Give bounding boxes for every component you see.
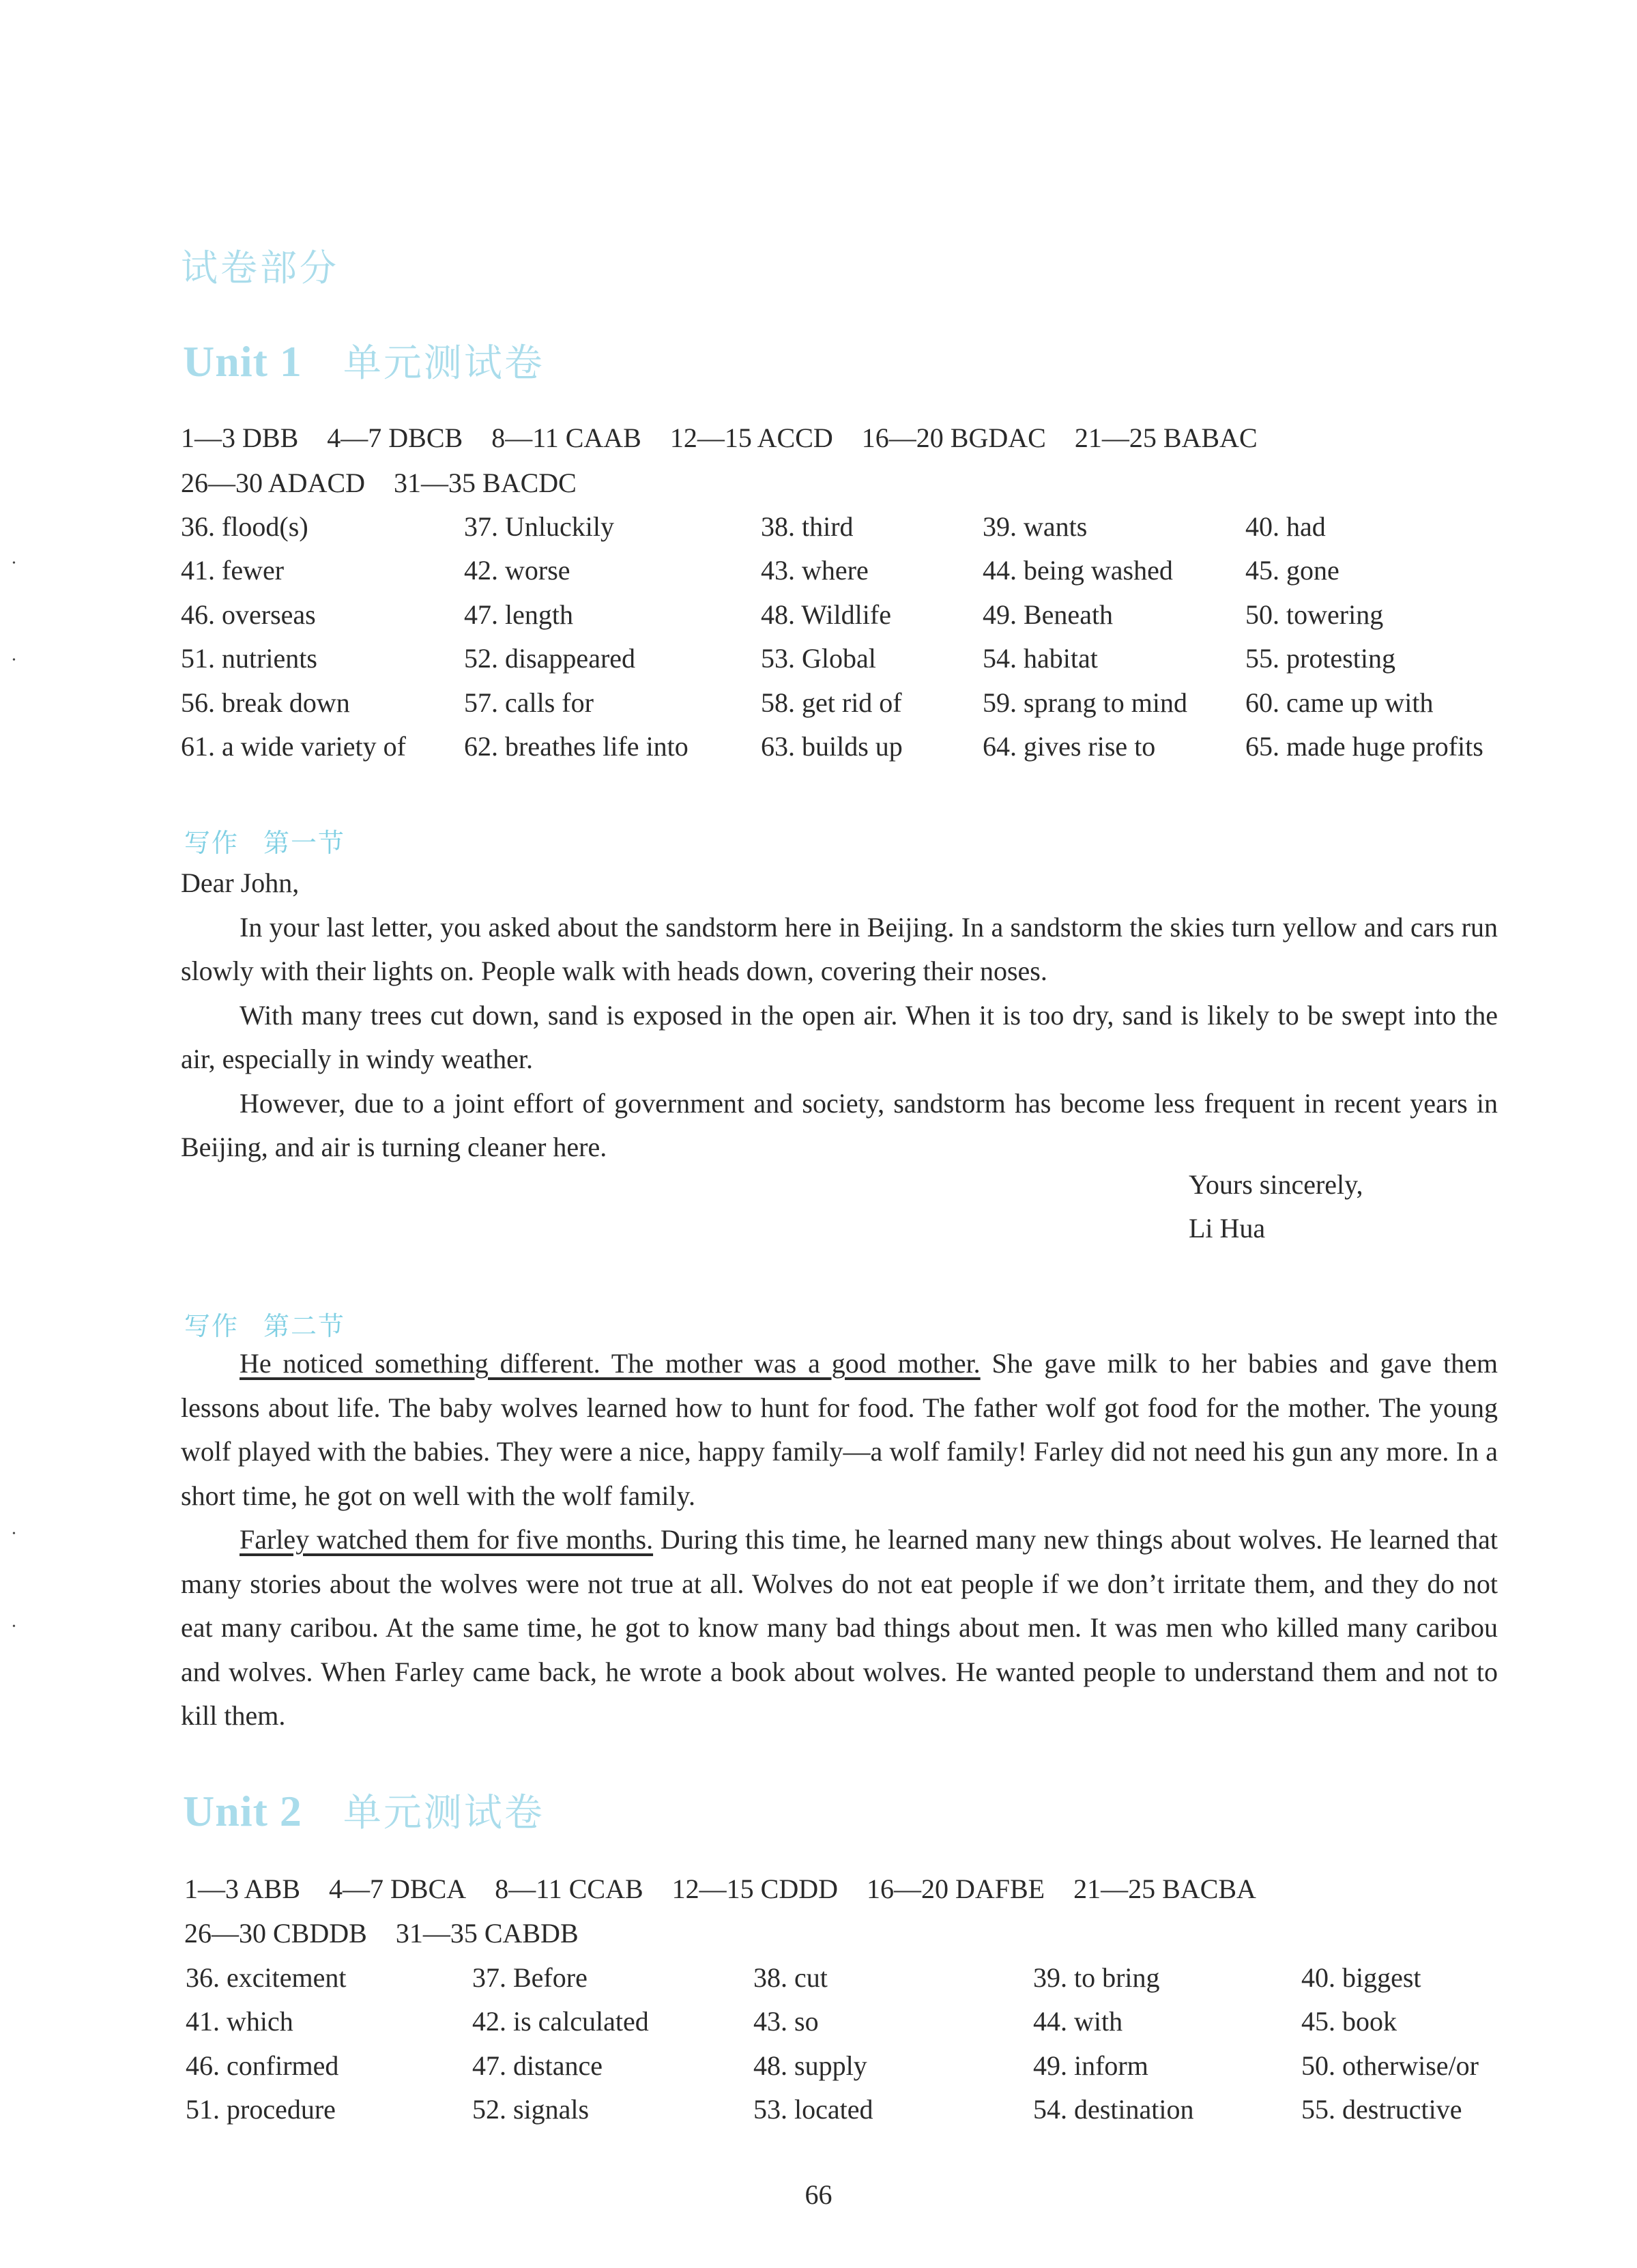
unit-1-label: Unit 1	[183, 337, 302, 386]
writing-label: 写作	[184, 1311, 240, 1341]
grid-cell: 43. where	[761, 555, 869, 586]
grid-cell: 40. had	[1245, 511, 1326, 542]
grid-cell: 37. Unluckily	[464, 511, 614, 542]
grid-cell: 54. habitat	[983, 643, 1098, 674]
grid-cell: 49. Beneath	[983, 599, 1114, 630]
paragraph-text: She gave milk to her babies and gave them lessons about life. The baby wolves learned how to hunt for food. The father wolf got food for the mother. The young wolf played with the babies. They were a nice, happy family—a wolf family! Farley did not need his gun any more. In a short time, he got on well with the wolf family.	[181, 1348, 1498, 1511]
writing-2-continuation	[181, 1342, 1498, 1738]
margin-mark: •	[12, 1529, 16, 1539]
grid-cell: 52. disappeared	[464, 643, 636, 674]
page-number: 66	[805, 2179, 832, 2210]
grid-cell: 39. wants	[983, 511, 1088, 542]
unit-2-label: Unit 2	[183, 1787, 302, 1835]
grid-cell: 42. is calculated	[472, 2006, 649, 2037]
grid-cell: 38. third	[761, 511, 854, 542]
grid-cell: 36. flood(s)	[181, 511, 308, 542]
unit-1-subtitle: 单元测试卷	[343, 341, 545, 386]
grid-cell: 55. protesting	[1245, 643, 1395, 674]
grid-cell: 57. calls for	[464, 687, 594, 718]
answer-group: 12—15 CDDD	[671, 1874, 838, 1904]
continuation-paragraph-2	[181, 1518, 1498, 1738]
grid-cell: 43. so	[753, 2006, 819, 2037]
writing-section-label: 第二节	[263, 1311, 346, 1341]
given-sentence: Farley watched them for five months.	[240, 1524, 654, 1555]
answer-group: 31—35 BACDC	[394, 468, 577, 498]
answer-group: 16—20 BGDAC	[861, 422, 1046, 453]
grid-cell: 47. distance	[472, 2050, 603, 2081]
grid-cell: 55. destructive	[1301, 2094, 1462, 2125]
margin-mark: •	[12, 558, 16, 569]
answer-group: 26—30 ADACD	[181, 468, 366, 498]
grid-cell: 44. being washed	[983, 555, 1173, 586]
letter-signature: Li Hua	[1189, 1213, 1266, 1244]
grid-cell: 41. which	[186, 2006, 293, 2037]
margin-mark: •	[12, 655, 16, 665]
grid-cell: 56. break down	[181, 687, 350, 718]
margin-mark: •	[12, 1622, 16, 1632]
grid-cell: 37. Before	[472, 1962, 588, 1993]
grid-cell: 45. book	[1301, 2006, 1397, 2037]
grid-cell: 44. with	[1033, 2006, 1123, 2037]
grid-cell: 61. a wide variety of	[181, 730, 406, 762]
given-sentence: He noticed something different. The mother was a good mother.	[240, 1348, 981, 1379]
letter-paragraph: In your last letter, you asked about the sandstorm here in Beijing. In a sandstorm the skies turn yellow and cars run slowly with their lights on. People walk with heads down, covering their noses.	[181, 911, 1498, 986]
grid-cell: 36. excitement	[186, 1962, 347, 1993]
answer-group: 21—25 BABAC	[1074, 422, 1258, 453]
continuation-paragraph-1	[181, 1342, 1498, 1518]
grid-cell: 41. fewer	[181, 555, 285, 586]
section-title: 试卷部分	[181, 246, 339, 289]
writing-2-heading	[184, 1305, 345, 1343]
answer-group: 12—15 ACCD	[669, 422, 833, 453]
writing-1-letter	[181, 861, 1498, 1170]
answer-group: 21—25 BACBA	[1073, 1874, 1256, 1904]
grid-cell: 59. sprang to mind	[983, 687, 1187, 718]
unit-2-title	[183, 1783, 545, 1837]
grid-cell: 64. gives rise to	[983, 730, 1156, 762]
grid-cell: 50. towering	[1245, 599, 1384, 630]
letter-closing: Yours sincerely,	[1189, 1169, 1363, 1200]
grid-cell: 47. length	[464, 599, 573, 630]
grid-cell: 53. located	[753, 2094, 873, 2125]
grid-cell: 48. supply	[753, 2050, 867, 2081]
grid-cell: 39. to bring	[1033, 1962, 1160, 1993]
grid-cell: 51. nutrients	[181, 643, 317, 674]
paragraph-text: During this time, he learned many new things about wolves. He learned that many stories about the wolves were not true at all. Wolves do not eat people if we don’t irritate them, and they do not eat many caribou. At the same time, he got to know many bad things about men. It was men who killed many caribou and wolves. When Farley came back, he wrote a book about wolves. He wanted people to understand them and not to kill them.	[181, 1524, 1498, 1731]
unit-2-answers-line-2	[184, 1920, 607, 1947]
answer-group: 8—11 CCAB	[495, 1874, 643, 1904]
grid-cell: 51. procedure	[186, 2094, 336, 2125]
answer-group: 1—3 DBB	[181, 422, 299, 453]
writing-label: 写作	[184, 828, 240, 858]
grid-cell: 58. get rid of	[761, 687, 902, 718]
answer-group: 16—20 DAFBE	[866, 1874, 1045, 1904]
grid-cell: 46. overseas	[181, 599, 316, 630]
answer-group: 8—11 CAAB	[491, 422, 641, 453]
grid-cell: 48. Wildlife	[761, 599, 891, 630]
letter-salutation: Dear John,	[181, 867, 300, 898]
answer-group: 4—7 DBCA	[329, 1874, 467, 1904]
answer-group: 4—7 DBCB	[327, 422, 463, 453]
answer-group: 26—30 CBDDB	[184, 1918, 367, 1949]
grid-cell: 60. came up with	[1245, 687, 1434, 718]
letter-paragraph: However, due to a joint effort of government and society, sandstorm has become less frequent in recent years in Beijing, and air is turning cleaner here.	[181, 1087, 1498, 1162]
grid-cell: 40. biggest	[1301, 1962, 1421, 1993]
answer-group: 1—3 ABB	[184, 1874, 301, 1904]
unit-1-title	[183, 333, 545, 388]
grid-cell: 52. signals	[472, 2094, 590, 2125]
grid-cell: 49. inform	[1033, 2050, 1148, 2081]
grid-cell: 50. otherwise/or	[1301, 2050, 1479, 2081]
unit-2-subtitle: 单元测试卷	[343, 1791, 545, 1835]
grid-cell: 42. worse	[464, 555, 570, 586]
grid-cell: 62. breathes life into	[464, 730, 689, 762]
answer-group: 31—35 CABDB	[395, 1918, 579, 1949]
grid-cell: 45. gone	[1245, 555, 1339, 586]
unit-1-answers-line-1	[181, 422, 1286, 453]
unit-2-answers-line-1	[184, 1876, 1285, 1903]
grid-cell: 63. builds up	[761, 730, 903, 762]
grid-cell: 38. cut	[753, 1962, 828, 1993]
grid-cell: 53. Global	[761, 643, 876, 674]
unit-1-answers-line-2	[181, 470, 605, 497]
writing-1-heading	[184, 822, 345, 859]
writing-section-label: 第一节	[263, 828, 346, 858]
grid-cell: 46. confirmed	[186, 2050, 339, 2081]
grid-cell: 65. made huge profits	[1245, 730, 1483, 762]
letter-paragraph: With many trees cut down, sand is exposed in the open air. When it is too dry, sand is likely to be swept into the air, especially in windy weather.	[181, 999, 1498, 1074]
grid-cell: 54. destination	[1033, 2094, 1194, 2125]
